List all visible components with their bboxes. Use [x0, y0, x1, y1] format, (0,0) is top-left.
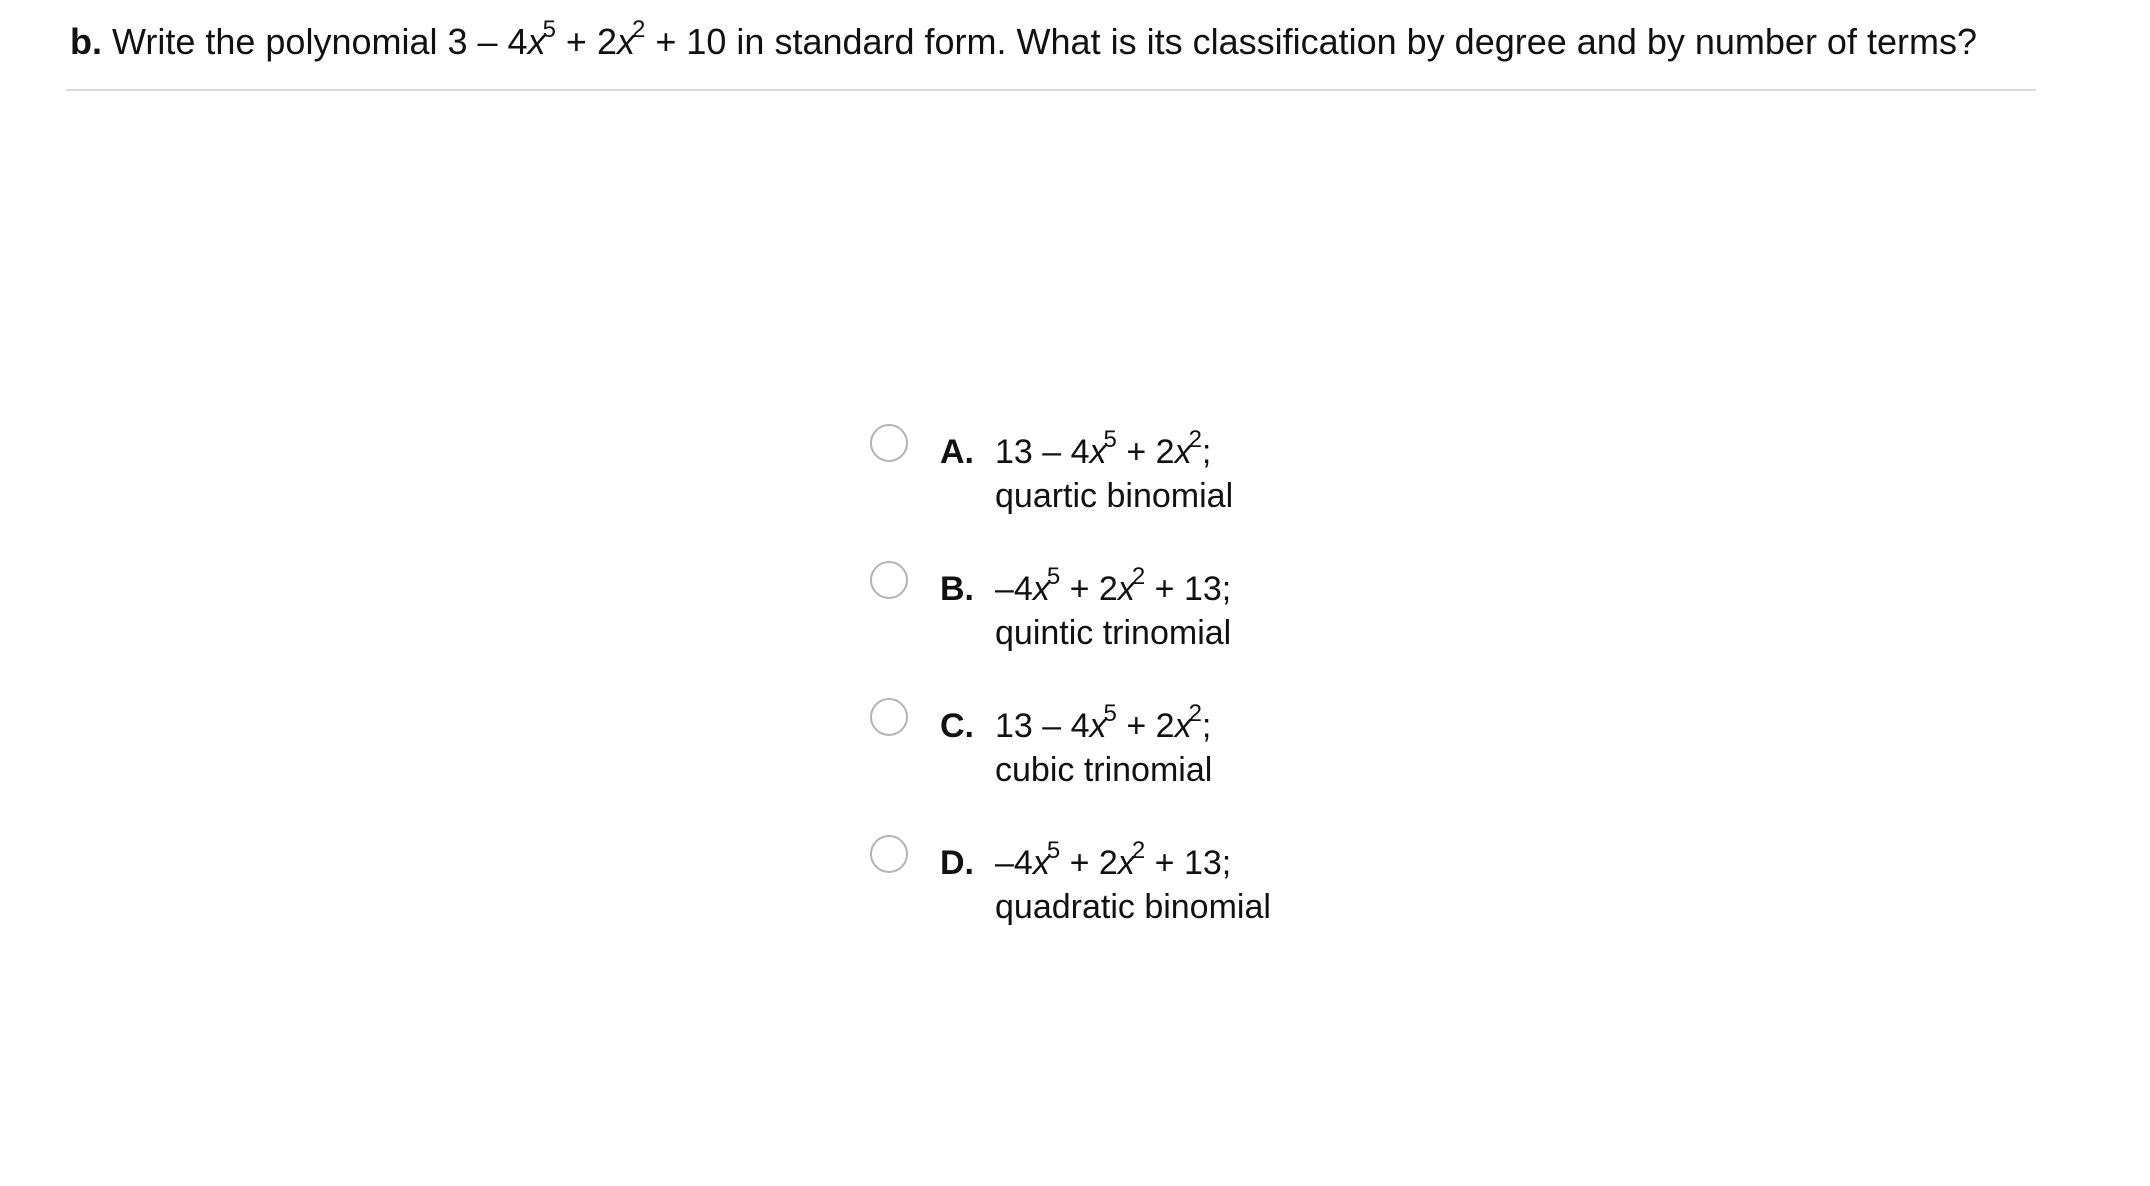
choice-d-exp1: 5 [1046, 836, 1061, 864]
choice-b-expr-part1: –4 [995, 570, 1033, 608]
choice-c-var1: x [1089, 707, 1107, 745]
choice-a-expression [995, 425, 1212, 474]
choice-b-expr-part2: + 2 [1060, 570, 1118, 608]
choice-c-exp1: 5 [1103, 699, 1117, 727]
choice-a-description: quartic binomial [995, 477, 1234, 515]
choice-c-expr-part3: ; [1201, 707, 1212, 745]
question-var2: x [616, 21, 635, 62]
choice-b-letter: B. [940, 570, 974, 608]
choice-b-var1: x [1032, 570, 1050, 608]
choice-b-var2: x [1117, 570, 1135, 608]
choice-d-description: quadratic binomial [995, 888, 1271, 926]
choice-d-radio[interactable] [870, 835, 908, 873]
choice-b-description: quintic trinomial [995, 614, 1232, 652]
choice-c-expression [995, 699, 1212, 748]
choice-b-exp1: 5 [1046, 562, 1061, 590]
choice-a-var2: x [1174, 433, 1192, 471]
question-text-part3: + 10 in standard form. What is its classification by degree and by number of terms? [645, 21, 1977, 62]
choice-c-exp2: 2 [1188, 699, 1202, 727]
choice-b-radio[interactable] [870, 561, 908, 599]
choice-a-letter: A. [940, 433, 974, 471]
question-exp1: 5 [542, 16, 556, 43]
choice-d-expression [995, 836, 1232, 885]
choice-c-expr-part1: 13 – 4 [995, 707, 1090, 745]
choice-a-var1: x [1089, 433, 1107, 471]
choice-d-expr-part1: –4 [995, 844, 1033, 882]
choice-b-expression [995, 562, 1232, 611]
choice-a-radio[interactable] [870, 424, 908, 462]
choice-a-expr-part1: 13 – 4 [995, 433, 1090, 471]
question-text-part2: + 2 [555, 21, 617, 62]
choice-b-exp2: 2 [1131, 562, 1146, 590]
choice-a-expr-part3: ; [1201, 433, 1212, 471]
choice-a-exp2: 2 [1188, 425, 1202, 453]
question-text-part1: Write the polynomial 3 – 4 [112, 21, 528, 62]
choice-d-var2: x [1117, 844, 1135, 882]
choice-d-var1: x [1032, 844, 1050, 882]
choice-c-var2: x [1174, 707, 1192, 745]
choice-b-expr-part3: + 13; [1145, 570, 1232, 608]
choice-c-letter: C. [940, 707, 974, 745]
choice-a-expr-part2: + 2 [1116, 433, 1175, 471]
choice-c-radio[interactable] [870, 698, 908, 736]
choice-a-exp1: 5 [1103, 425, 1117, 453]
choice-d-letter: D. [940, 844, 974, 882]
divider [66, 89, 2036, 91]
question-text [70, 14, 1977, 70]
choice-d-expr-part2: + 2 [1060, 844, 1118, 882]
question-exp2: 2 [631, 16, 646, 43]
choice-d-expr-part3: + 13; [1145, 844, 1232, 882]
choice-c-description: cubic trinomial [995, 751, 1213, 789]
choice-d-exp2: 2 [1131, 836, 1146, 864]
choice-c-expr-part2: + 2 [1116, 707, 1175, 745]
question-var1: x [527, 21, 546, 62]
question-label: b. [70, 21, 102, 62]
